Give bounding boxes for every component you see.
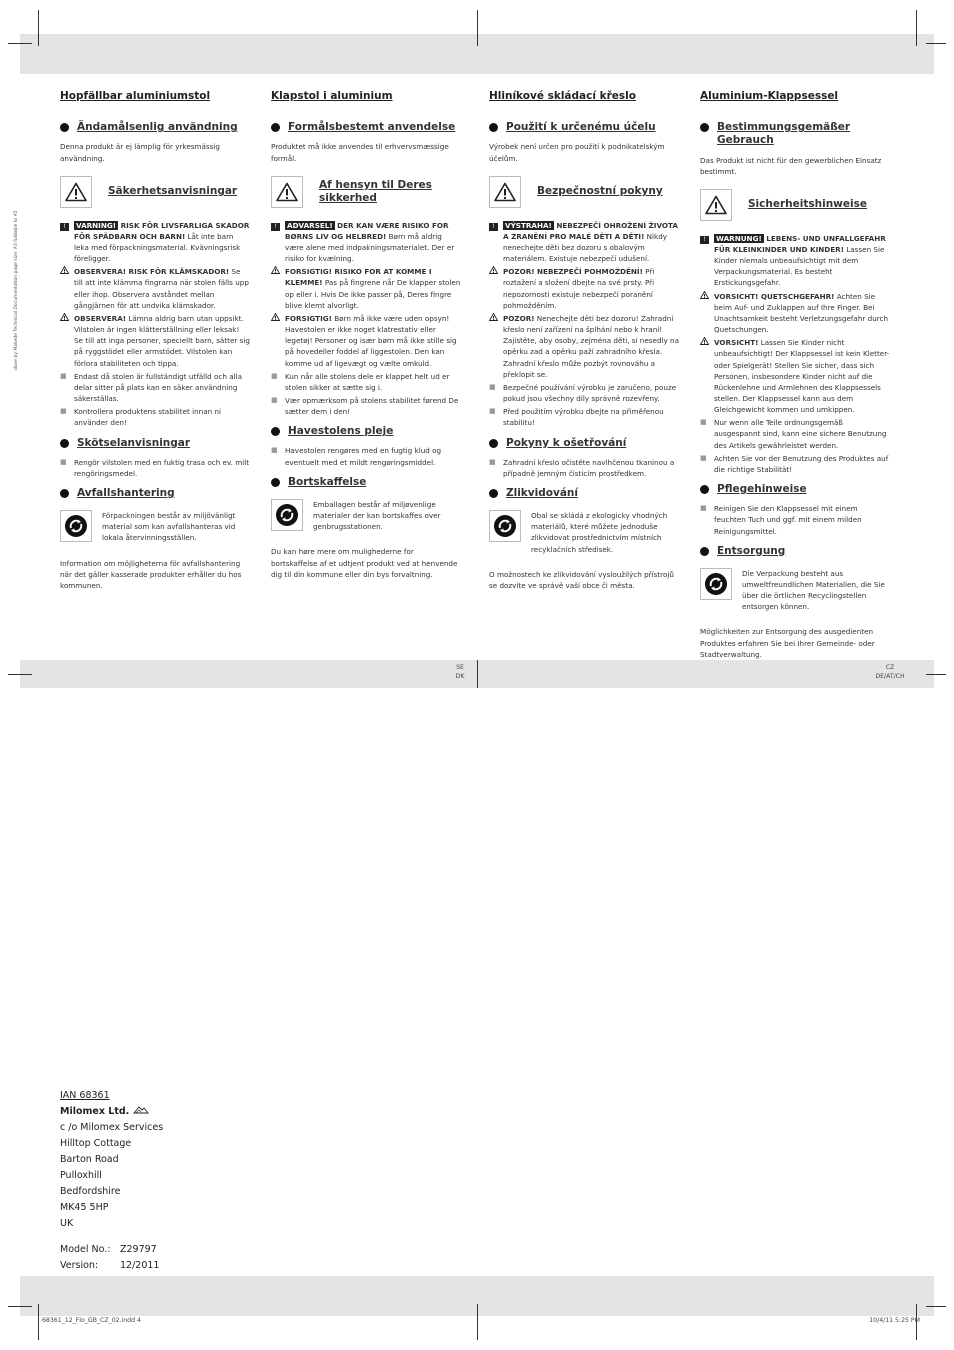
care-text: Havestolen rengøres med en fugtig klud og eventuelt med et mildt rengøringsmiddel. xyxy=(285,446,442,467)
recycle-icon xyxy=(271,499,303,531)
section-heading: Avfallshantering xyxy=(77,486,175,499)
square-bullet-icon: ■ xyxy=(489,382,496,391)
disposal-box-text: Emballagen består af miljøvenlige materialer der kan bortskaffes over genbrugsstationen. xyxy=(313,499,441,532)
safety-header xyxy=(700,189,890,221)
warning-bold: OBSERVERA! xyxy=(74,313,127,323)
recycle-note xyxy=(60,510,250,543)
warning-text: Se till att inte klämma fingrarna när stolen fälls upp eller ihop. Observera avståndet mellan gångjärnen för att undvika klämskador. xyxy=(74,267,249,310)
warning-item xyxy=(700,291,890,336)
caution-triangle-icon xyxy=(60,313,74,369)
care-section xyxy=(60,437,250,450)
disposal-box-text: Förpackningen består av miljövänligt material som kan avfallshanteras vid lokala återvinningsställen. xyxy=(102,511,236,543)
bullet-dot-icon xyxy=(271,427,280,436)
intended-use-section xyxy=(489,121,679,134)
section-heading: Pokyny k ošetřování xyxy=(506,436,627,449)
bullet-dot-icon xyxy=(60,123,69,132)
section-heading: Bezpečnostní pokyny xyxy=(537,185,663,198)
square-bullet-icon: ■ xyxy=(271,446,278,455)
recycle-icon xyxy=(60,510,92,542)
care-text: Reinigen Sie den Klappsessel mit einem feuchten Tuch und ggf. mit einem milden Reinigungsmittel. xyxy=(714,504,862,536)
warning-bold: FORSIGTIG! xyxy=(285,313,332,323)
warning-text: Před použitím výrobku dbejte na přiměřenou stabilitu! xyxy=(503,407,664,428)
warning-text: Børn må aldrig være alene med indpakningsmaterialet. Der er risiko for kvælning. xyxy=(285,231,455,264)
square-bullet-icon: ■ xyxy=(60,407,67,416)
lang-code: CZ xyxy=(885,664,895,671)
warning-text: Kontrollera produktens stabilitet innan ni använder den! xyxy=(74,407,222,428)
warning-text: Lassen Sie Kinder niemals unbeaufsichtigt mit dem Verpackungsmaterial. Es besteht Erstickungsgefahr. xyxy=(714,244,885,288)
warning-tag: VARNING! xyxy=(76,220,117,230)
care-text: Rengör vilstolen med en fuktig trasa och ev. milt rengöringsmedel. xyxy=(74,457,250,478)
section-heading: Af hensyn til Deres sikkerhed xyxy=(319,178,432,204)
lang-code: SE xyxy=(456,664,464,671)
intended-use-section xyxy=(271,121,461,134)
recycle-icon xyxy=(700,568,732,600)
warning-text: Lämna aldrig barn utan uppsikt. Vilstolen är ingen klätterställning eller leksak! Se till att inga personer, speciellt barn, sätter sig på ryggstödet eller armstödet. Vilstolen kan förlora stabiliteten och tippa. xyxy=(74,313,250,368)
warning-item xyxy=(271,220,461,265)
model-label: Model No.: xyxy=(60,1244,111,1255)
warning-item xyxy=(271,266,461,311)
section-heading: Bortskaffelse xyxy=(288,475,367,488)
warning-bold: POZOR! xyxy=(503,313,535,323)
address-line: Hilltop Cottage xyxy=(60,1138,132,1149)
caution-triangle-icon xyxy=(700,291,714,336)
version-value: 12/2011 xyxy=(120,1260,160,1271)
warning-item xyxy=(700,337,890,415)
bullet-dot-icon xyxy=(489,123,498,132)
warning-item xyxy=(489,266,679,311)
crop-mark xyxy=(477,10,478,46)
warning-bold: LEBENS- UND UNFALLGEFAHR FÜR KLEINKINDER UND KINDER! xyxy=(714,233,886,254)
warning-text: Nikdy nenechejte děti bez dozoru s obalovým materiálem. Existuje nebezpečí udušení. xyxy=(503,231,668,264)
disposal-section xyxy=(489,487,679,500)
warning-text: Lassen Sie Kinder nicht unbeaufsichtigt! Der Klappsessel ist kein Kletter- oder Spielgerät! Stellen Sie sicher, dass sich Personen, insbesondere Kinder nicht auf die Rückenlehne und Armlehnen des Klappsessels stellen. Der Klappsessel kann aus dem Gleichgewicht kommen und umkippen. xyxy=(714,338,890,415)
version-label: Version: xyxy=(60,1260,99,1271)
square-bullet-icon: ■ xyxy=(489,407,496,416)
safety-header xyxy=(271,176,461,208)
recycle-note xyxy=(489,510,679,555)
address-line: Barton Road xyxy=(60,1154,119,1165)
warning-bold: OBSERVERA! RISK FÖR KLÄMSKADOR! xyxy=(74,267,230,277)
bullet-dot-icon xyxy=(700,485,709,494)
address-line: MK45 5HP xyxy=(60,1202,109,1213)
intended-use-text: Denna produkt är ej lämplig för yrkesmässig användning. xyxy=(60,142,220,163)
warning-bold: DER KAN VÆRE RISIKO FOR BØRNS LIV OG HELBRED! xyxy=(285,220,449,241)
bullet-dot-icon xyxy=(60,489,69,498)
intended-use-section xyxy=(700,121,890,147)
address-line: UK xyxy=(60,1218,74,1229)
crop-mark xyxy=(477,1304,478,1340)
bullet-dot-icon xyxy=(60,439,69,448)
warning-text: Bezpečné používání výrobku je zaručeno, pouze pokud jsou všechny díly správně rozevřeny. xyxy=(503,382,677,404)
warning-text: Nur wenn alle Teile ordnungsgemäß ausgespannt sind, kann eine sichere Benutzung des Artikels gewährleistet werden. xyxy=(714,418,887,450)
warning-box-icon: ! xyxy=(700,233,714,289)
warning-tag: ADVARSEL! xyxy=(287,220,333,230)
warning-triangle-icon xyxy=(271,176,303,208)
care-item xyxy=(271,445,461,467)
bullet-dot-icon xyxy=(700,547,709,556)
intended-use-text: Výrobek není určen pro použití k podnikatelským účelům. xyxy=(489,142,665,163)
warning-text: Endast då stolen är fullständigt utfälld och alla delar sitter på plats kan en säker användning säkerställas. xyxy=(74,371,242,404)
disposal-box-text: Obal se skládá z ekologicky vhodných materiálů, které můžete jednoduše zlikvidovat prostřednictvím místních recyklačních středisek. xyxy=(531,511,668,554)
square-bullet-icon: ■ xyxy=(60,371,67,380)
language-column xyxy=(60,88,250,591)
square-bullet-icon: ■ xyxy=(700,453,707,462)
care-section xyxy=(271,425,461,438)
caution-triangle-icon xyxy=(60,266,74,311)
warning-item xyxy=(489,406,679,428)
warning-text: Vær opmærksom på stolens stabilitet førend De sætter dem i den! xyxy=(285,396,459,417)
section-heading: Formålsbestemt anvendelse xyxy=(288,121,456,134)
square-bullet-icon: ■ xyxy=(60,457,67,466)
bullet-dot-icon xyxy=(489,439,498,448)
intended-use-text: Das Produkt ist nicht für den gewerblichen Einsatz bestimmt. xyxy=(700,155,882,176)
company-name: Milomex Ltd. xyxy=(60,1106,130,1117)
warning-triangle-icon xyxy=(60,176,92,208)
disposal-section xyxy=(700,545,890,558)
address-line: c /o Milomex Services xyxy=(60,1122,164,1133)
side-note-text: dave by Makede Technical Documentation page size: A3 foldable to A5 xyxy=(14,210,19,370)
warning-item xyxy=(271,395,461,417)
warning-item xyxy=(700,417,890,450)
care-section xyxy=(700,483,890,496)
section-heading: Entsorgung xyxy=(717,544,786,557)
bullet-dot-icon xyxy=(271,123,280,132)
section-heading: Säkerhetsanvisningar xyxy=(108,185,238,198)
disposal-section xyxy=(271,476,461,489)
section-heading: Bestimmungsgemäßer Gebrauch xyxy=(717,121,851,147)
column-title: Hopfällbar aluminiumstol xyxy=(60,90,211,102)
section-heading: Použití k určenému účelu xyxy=(506,121,656,134)
side-note xyxy=(14,120,22,420)
warning-bold: NEBEZPEČÍ OHROŽENÍ ŽIVOTA A ZRANĚNÍ PRO MALÉ DĚTI A DĚTI! xyxy=(503,220,678,241)
caution-triangle-icon xyxy=(271,313,285,369)
warning-text: Pas på fingrene når De klapper stolen op eller i. Hvis De ikke passer på, Deres fingre blive klemt alvorligt. xyxy=(285,278,461,310)
crop-mark xyxy=(477,660,478,688)
crop-mark xyxy=(8,674,32,675)
crop-mark xyxy=(916,10,917,46)
disposal-text: O možnostech ke zlikvidování vysloužilých přístrojů se dozvíte ve správě vaší obce či města. xyxy=(489,569,674,590)
address-block xyxy=(60,1088,163,1274)
crop-mark xyxy=(38,1304,39,1340)
warning-item xyxy=(60,313,250,369)
care-text: Zahradní křeslo očistěte navlhčenou tkaninou a případně jemným čisticím prostředkem. xyxy=(503,457,675,478)
address-line: Bedfordshire xyxy=(60,1186,121,1197)
square-bullet-icon: ■ xyxy=(700,504,707,513)
warning-box-icon: ! xyxy=(60,220,74,265)
warning-item xyxy=(489,313,679,380)
disposal-section xyxy=(60,487,250,500)
warning-item xyxy=(60,406,250,428)
warning-tag: VÝSTRAHA! xyxy=(505,220,552,230)
warning-bold: VORSICHT! xyxy=(714,338,759,348)
intended-use-text: Produktet må ikke anvendes til erhvervsmæssige formål. xyxy=(271,142,449,163)
warning-tag: WARNUNG! xyxy=(716,233,762,243)
warning-item xyxy=(700,233,890,289)
warning-text: Při roztažení a složení dbejte na své prsty. Při nepozornosti existuje nebezpečí poranění pohmožděním. xyxy=(503,267,655,310)
warning-text: Børn må ikke være uden opsyn! Havestolen er ikke noget klatrestativ eller legetøj! Personer og især børn må ikke stille sig på hovedeller foddel af liggestolen. Den kan komme ud af ligevægt og vælte omkuld. xyxy=(285,313,457,368)
warning-item xyxy=(700,453,890,475)
disposal-box-text: Die Verpackung besteht aus umweltfreundlichen Materialien, die Sie über die örtlichen Recyclingstellen entsorgen können. xyxy=(742,568,885,612)
crop-mark xyxy=(8,1306,32,1307)
recycle-note xyxy=(271,499,461,532)
lang-code: DE/AT/CH xyxy=(875,673,905,680)
bullet-dot-icon xyxy=(489,489,498,498)
recycle-note xyxy=(700,568,890,613)
crop-mark xyxy=(8,43,32,44)
warning-item xyxy=(60,266,250,311)
warning-text: Låt inte barn leka med förpackningsmaterial. Kvävningsrisk föreligger. xyxy=(74,231,241,264)
warning-item xyxy=(271,371,461,393)
model-value: Z29797 xyxy=(120,1244,157,1255)
intended-use-section xyxy=(60,121,250,134)
model-line xyxy=(60,1242,163,1258)
warning-text: Kun når alle stolens dele er klappet helt ud er stolen sikker at sætte sig i. xyxy=(285,371,450,392)
language-column xyxy=(700,88,890,660)
crop-mark xyxy=(926,43,946,44)
footer-date: 10/4/11 5:25 PM xyxy=(869,1317,920,1324)
section-heading: Zlikvidování xyxy=(506,486,578,499)
warning-bold: POZOR! NEBEZPEČÍ POHMOŽDĚNÍ! xyxy=(503,267,643,277)
care-item xyxy=(60,457,250,479)
warning-text: Achten Sie vor der Benutzung des Produktes auf die richtige Stabilität! xyxy=(714,453,889,474)
warning-item xyxy=(489,220,679,265)
crop-mark xyxy=(38,10,39,46)
caution-triangle-icon xyxy=(271,266,285,311)
care-item xyxy=(489,457,679,479)
lang-code: DK xyxy=(455,673,465,680)
warning-item xyxy=(60,220,250,265)
column-title: Hliníkové skládací křeslo xyxy=(489,90,636,102)
care-section xyxy=(489,437,679,450)
section-heading: Ändamålsenlig användning xyxy=(77,121,238,134)
recycle-icon xyxy=(489,510,521,542)
warning-bold: FORSIGTIG! RISIKO FOR AT KOMME I KLEMME! xyxy=(285,267,432,288)
square-bullet-icon: ■ xyxy=(700,418,707,427)
section-heading: Sicherheitshinweise xyxy=(748,198,867,211)
ian-number: IAN 68361 xyxy=(60,1090,110,1101)
column-title: Aluminium-Klappsessel xyxy=(700,90,839,102)
warning-item xyxy=(271,313,461,369)
company-logo-icon xyxy=(133,1104,149,1120)
square-bullet-icon: ■ xyxy=(271,396,278,405)
language-column xyxy=(271,88,461,580)
section-heading: Havestolens pleje xyxy=(288,425,394,438)
warning-triangle-icon xyxy=(700,189,732,221)
crop-mark xyxy=(926,1306,946,1307)
warning-triangle-icon xyxy=(489,176,521,208)
care-item xyxy=(700,503,890,536)
bullet-dot-icon xyxy=(271,478,280,487)
warning-box-icon: ! xyxy=(489,220,503,265)
safety-header xyxy=(489,176,679,208)
address-line: Pulloxhill xyxy=(60,1170,102,1181)
disposal-text: Du kan høre mere om mulighederne for bortskaffelse af et udtjent produkt ved at henvende dig til din kommune eller din bys forvaltning. xyxy=(271,547,458,579)
warning-text: Nenechejte děti bez dozoru! Zahradní křeslo není zařízení na šplhání nebo k hraní! Zajistěte, aby osoby, zejména děti, si nesedly na opěrku zad a opěrku paží zahradního křesla. Zahradní křeslo může pozbýt rovnováhu a překlopit se. xyxy=(503,313,680,379)
caution-triangle-icon xyxy=(489,266,503,311)
warning-text: Achten Sie beim Auf- und Zuklappen auf Ihre Finger. Bei Unachtsamkeit besteht Verletzungsgefahr durch Quetschungen. xyxy=(714,291,889,335)
disposal-text: Möglichkeiten zur Entsorgung des ausgedienten Produktes erfahren Sie bei Ihrer Gemeinde- oder Stadtverwaltung. xyxy=(700,627,875,659)
section-heading: Skötselanvisningar xyxy=(77,436,191,449)
company-line xyxy=(60,1104,163,1120)
bullet-dot-icon xyxy=(700,123,709,132)
footer-filename: 68361_12_Flo_GB_CZ_02.indd 4 xyxy=(42,1317,141,1324)
language-column xyxy=(489,88,679,591)
warning-item xyxy=(489,382,679,404)
caution-triangle-icon xyxy=(489,313,503,380)
footer-lang-right xyxy=(850,663,930,681)
square-bullet-icon: ■ xyxy=(489,457,496,466)
warning-bold: VORSICHT! QUETSCHGEFAHR! xyxy=(714,291,835,301)
warning-bold: RISK FÖR LIVSFARLIGA SKADOR FÖR SPÄDBARN OCH BARN! xyxy=(74,220,250,241)
warning-box-icon: ! xyxy=(271,220,285,265)
square-bullet-icon: ■ xyxy=(271,371,278,380)
safety-header xyxy=(60,176,250,208)
disposal-text: Information om möjligheterna för avfallshantering när det gäller kasserade produkter erhåller du hos kommunen. xyxy=(60,558,242,590)
version-line xyxy=(60,1258,163,1274)
column-title: Klapstol i aluminium xyxy=(271,90,393,102)
section-heading: Pflegehinweise xyxy=(717,483,807,496)
warning-item xyxy=(60,371,250,404)
footer-lang-left xyxy=(445,663,475,681)
caution-triangle-icon xyxy=(700,337,714,415)
